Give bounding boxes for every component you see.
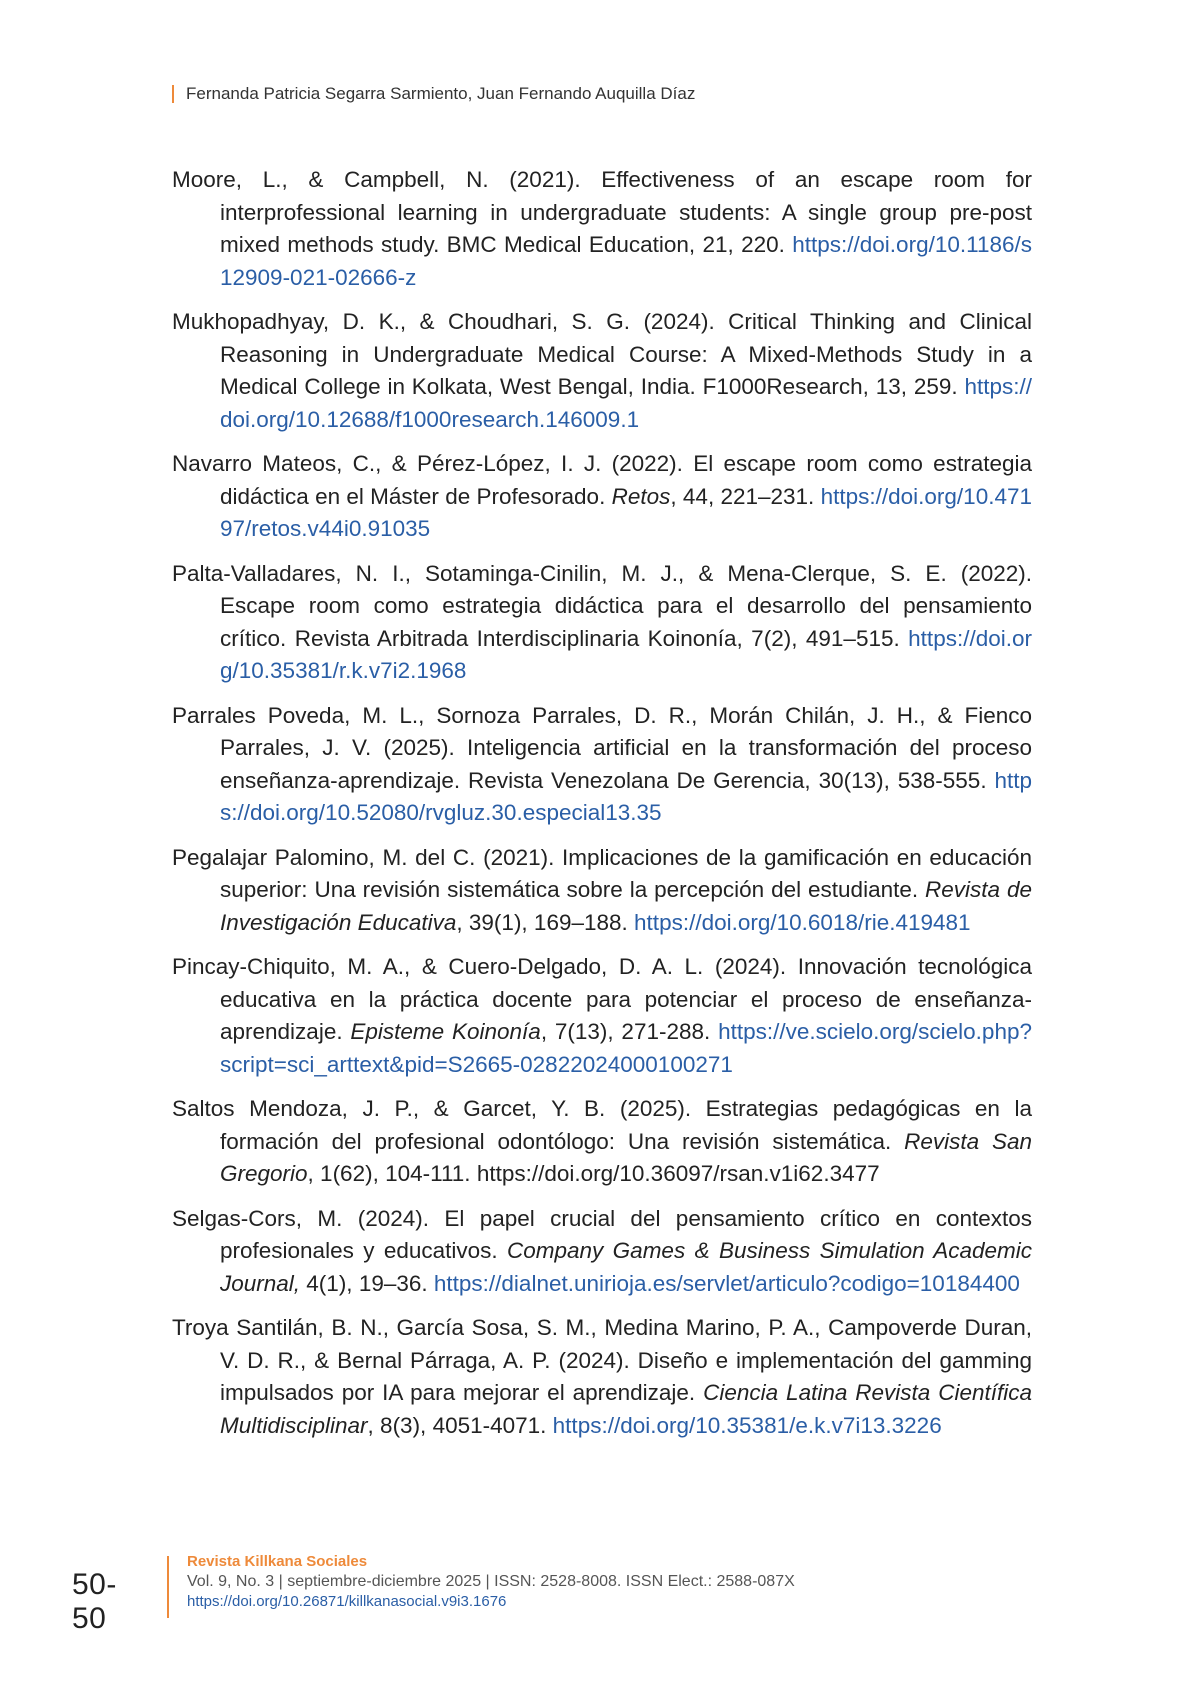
running-header xyxy=(172,84,695,104)
header-authors: Fernanda Patricia Segarra Sarmiento, Juan Fernando Auquilla Díaz xyxy=(186,84,696,103)
reference-source-title: Episteme Koinonía xyxy=(350,1019,541,1044)
reference-doi-text: https://doi.org/10.36097/rsan.v1i62.3477 xyxy=(476,1161,880,1186)
reference-item xyxy=(172,1203,1032,1301)
reference-item xyxy=(172,700,1032,830)
reference-source-title: Company Games & Business Simulation Academic Journal, xyxy=(220,1238,1032,1296)
reference-doi-link[interactable]: https://doi.org/10.35381/r.k.v7i2.1968 xyxy=(220,625,1032,683)
reference-item xyxy=(172,164,1032,294)
reference-doi-link[interactable]: https://doi.org/10.12688/f1000research.146009.1 xyxy=(220,374,1032,432)
reference-item xyxy=(172,1312,1032,1442)
reference-text: Pincay-Chiquito, M. A., & Cuero-Delgado, D. A. L. (2024). Innovación tecnológica educativa en la práctica docente para potenciar el proceso de enseñanza-aprendizaje. xyxy=(172,954,1032,1044)
reference-item xyxy=(172,558,1032,688)
reference-text: Saltos Mendoza, J. P., & Garcet, Y. B. (2025). Estrategias pedagógicas en la formación del profesional odontólogo: Una revisión sistemática. xyxy=(172,1096,1032,1154)
reference-text: Selgas-Cors, M. (2024). El papel crucial del pensamiento crítico en contextos profesionales y educativos. xyxy=(172,1205,1032,1263)
reference-text: Troya Santilán, B. N., García Sosa, S. M., Medina Marino, P. A., Campoverde Duran, V. D. R., & Bernal Párraga, A. P. (2024). Diseño e implementación del gamming impulsados por IA para mejorar el aprendizaje. xyxy=(172,1315,1032,1405)
reference-doi-link[interactable]: https://doi.org/10.52080/rvgluz.30.especial13.35 xyxy=(220,767,1032,825)
reference-text: Pegalajar Palomino, M. del C. (2021). Implicaciones de la gamificación en educación superior: Una revisión sistemática sobre la percepción del estudiante. xyxy=(172,844,1032,902)
journal-name: Revista Killkana Sociales xyxy=(187,1553,368,1570)
reference-item xyxy=(172,951,1032,1081)
reference-doi-link[interactable]: https://doi.org/10.6018/rie.419481 xyxy=(634,909,971,935)
reference-item xyxy=(172,842,1032,940)
reference-doi-link[interactable]: https://doi.org/10.35381/e.k.v7i13.3226 xyxy=(552,1412,942,1438)
reference-text: Moore, L., & Campbell, N. (2021). Effectiveness of an escape room for interprofessional learning in undergraduate students: A single group pre-post mixed methods study. BMC Medical Education, 21, 220. xyxy=(172,167,1032,257)
reference-item xyxy=(172,448,1032,546)
journal-volume-issn: Vol. 9, No. 3 | septiembre-diciembre 2025 | ISSN: 2528-8008. ISSN Elect.: 2588-087X xyxy=(187,1573,795,1590)
reference-text: , 8(3), 4051-4071. xyxy=(367,1412,553,1438)
header-accent-bar xyxy=(172,85,174,103)
reference-text: Palta-Valladares, N. I., Sotaminga-Cinilin, M. J., & Mena-Clerque, S. E. (2022). Escape room como estrategia didáctica para el desarrollo del pensamiento crítico. Revista Arbitrada Interdisciplinaria Koinonía, 7(2), 491–515. xyxy=(172,560,1032,651)
reference-text: Parrales Poveda, M. L., Sornoza Parrales, D. R., Morán Chilán, J. H., & Fienco Parrales, J. V. (2025). Inteligencia artificial en la transformación del proceso enseñanza-aprendizaje. Revista Venezolana De Gerencia, 30(13), 538-555. xyxy=(172,702,1032,793)
footer-accent-bar xyxy=(167,1556,169,1618)
reference-text: 4(1), 19–36. xyxy=(300,1270,434,1296)
reference-doi-link[interactable]: https://doi.org/10.1186/s12909-021-02666-z xyxy=(220,232,1032,290)
reference-text: , 44, 221–231. xyxy=(670,483,821,509)
reference-doi-link[interactable]: https://doi.org/10.47197/retos.v44i0.91035 xyxy=(220,483,1032,541)
reference-text: , 1(62), 104-111. xyxy=(307,1161,477,1186)
reference-list xyxy=(172,164,1032,1454)
page-number: 50-50 xyxy=(72,1568,117,1635)
reference-source-title: Ciencia Latina Revista Científica Multidisciplinar xyxy=(220,1380,1032,1438)
reference-source-title: Revista San Gregorio xyxy=(220,1128,1032,1186)
journal-doi-link[interactable]: https://doi.org/10.26871/killkanasocial.v9i3.1676 xyxy=(187,1593,507,1610)
reference-item xyxy=(172,1093,1032,1191)
reference-text: Navarro Mateos, C., & Pérez-López, I. J. (2022). El escape room como estrategia didáctica en el Máster de Profesorado. xyxy=(172,451,1032,509)
reference-doi-link[interactable]: https://dialnet.unirioja.es/servlet/articulo?codigo=10184400 xyxy=(433,1270,1020,1296)
reference-text: , 39(1), 169–188. xyxy=(456,909,635,935)
reference-source-title: Retos xyxy=(611,483,671,509)
reference-source-title: Revista de Investigación Educativa xyxy=(220,877,1032,935)
reference-text: Mukhopadhyay, D. K., & Choudhari, S. G. (2024). Critical Thinking and Clinical Reasoning in Undergraduate Medical Course: A Mixed-Methods Study in a Medical College in Kolkata, West Bengal, India. F1000Research, 13, 259. xyxy=(172,309,1032,399)
footer-info xyxy=(187,1552,987,1612)
reference-text: , 7(13), 271-288. xyxy=(540,1019,719,1044)
reference-doi-link[interactable]: https://ve.scielo.org/scielo.php?script=sci_arttext&pid=S2665-02822024000100271 xyxy=(220,1019,1032,1077)
reference-item xyxy=(172,306,1032,436)
